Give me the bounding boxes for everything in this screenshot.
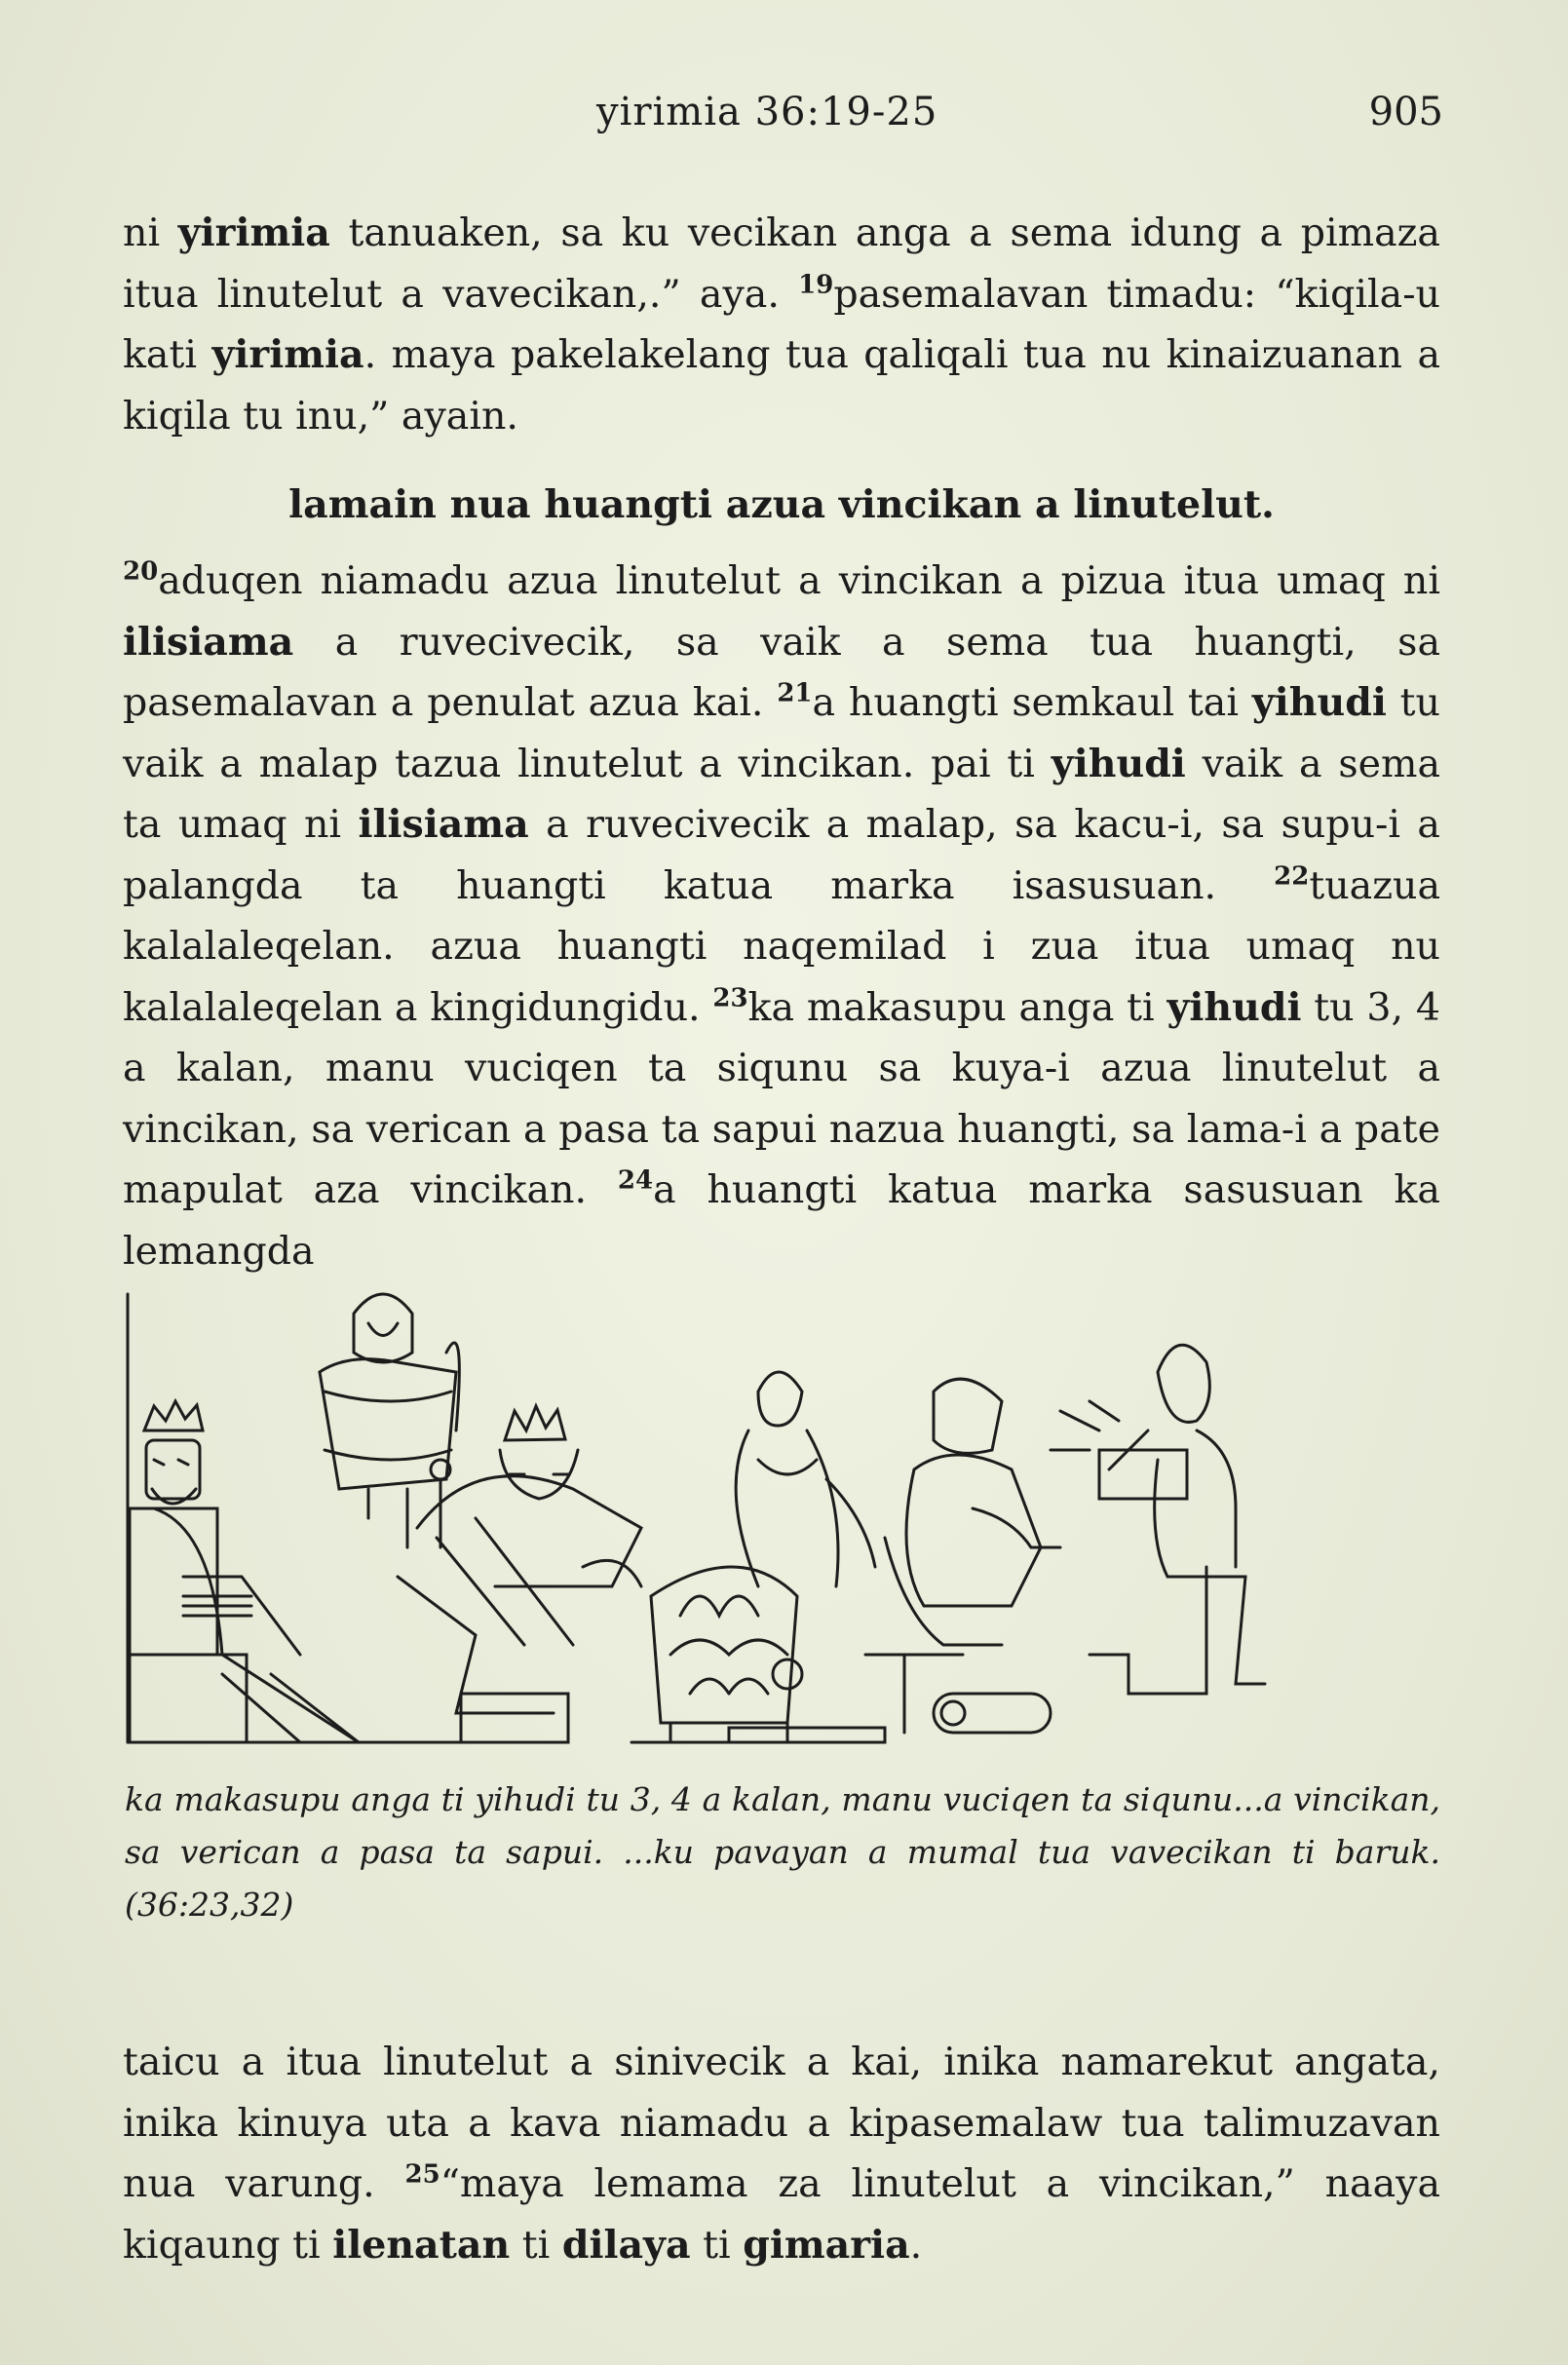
page-header (0, 90, 1568, 148)
verse-number: 25 (404, 2159, 440, 2190)
paragraph-verses-24-25: taicu a itua linutelut a sinivecik a kai, inika namarekut angata, inika kinuya uta a kava niamadu a kipasemalaw tua talimuzavan nua varung. $^{25}$“maya lemama za linutelut a vincikan,” naaya kiqaung ti ilenatan ti dilaya ti gimaria. (123, 2040, 1441, 2268)
verse-number: 22 (1274, 861, 1310, 892)
figure-caption: ka makasupu anga ti yihudi tu 3, 4 a kalan, manu vuciqen ta siqunu...a vincikan, sa verican a pasa ta sapui. ...ku pavayan a mumal tua vavecikan ti baruk.(36:23,32) (125, 1780, 1440, 1924)
verse-number: 19 (798, 270, 834, 300)
reading-figure (865, 1379, 1060, 1733)
scribe-baruch-figure (1051, 1345, 1265, 1694)
verse-number: 21 (777, 678, 813, 708)
attendant-figure (320, 1294, 459, 1547)
seated-king-figure (130, 1401, 359, 1742)
name-yirimia: yirimia (211, 332, 364, 377)
paragraph-verses-20-24: $^{20}$aduqen niamadu azua linutelut a vincikan a pizua itua umaq ni ilisiama a ruvecivecik, sa vaik a sema tua huangti, sa pasemalavan a penulat azua kai. $^{21}$a huangti semkaul tai yihudi tu vaik a malap tazua linutelut a vincikan. pai ti yihudi vaik a sema ta umaq ni ilisiama a ruvecivecik a malap, sa kacu-i, sa supu-i a palangda ta huangti katua marka isasusuan. $^{22}$tuazua kalalaleqelan. azua huangti naqemilad i zua itua umaq nu kalalaleqelan a kingidungidu. $^{23}$ka makasupu anga ti yihudi tu 3, 4 a kalan, manu vuciqen ta siqunu sa kuya-i azua linutelut a vincikan, sa verican a pasa ta sapui nazua huangti, sa lama-i a pate mapulat aza vincikan. $^{24}$a huangti katua marka sasusuan ka lemangda (123, 556, 1441, 1274)
page-number: 905 (1368, 90, 1443, 134)
illustration-king-burning-scroll (125, 1284, 1440, 1762)
paragraph-verse-18-19: ni yirimia tanuaken, sa ku vecikan anga a sema idung a pimaza itua linutelut a vavecikan,.” aya. $^{19}$pasemalavan timadu: “kiqila-u kati yirimia. maya pakelakelang tua qaliqali tua nu kinaizuanan a kiqila tu inu,” ayain. (123, 210, 1440, 439)
running-head: yirimia 36:19-25 (596, 90, 938, 134)
king-burning-figure (398, 1406, 641, 1742)
brazier-fire (631, 1567, 885, 1742)
name-yirimia: yirimia (177, 210, 330, 255)
verse-number: 20 (123, 556, 159, 587)
woman-figure (736, 1372, 875, 1586)
section-heading: lamain nua huangti azua vincikan a linutelut. (288, 482, 1275, 527)
verse-number: 23 (712, 983, 748, 1013)
verse-number: 24 (617, 1165, 654, 1196)
